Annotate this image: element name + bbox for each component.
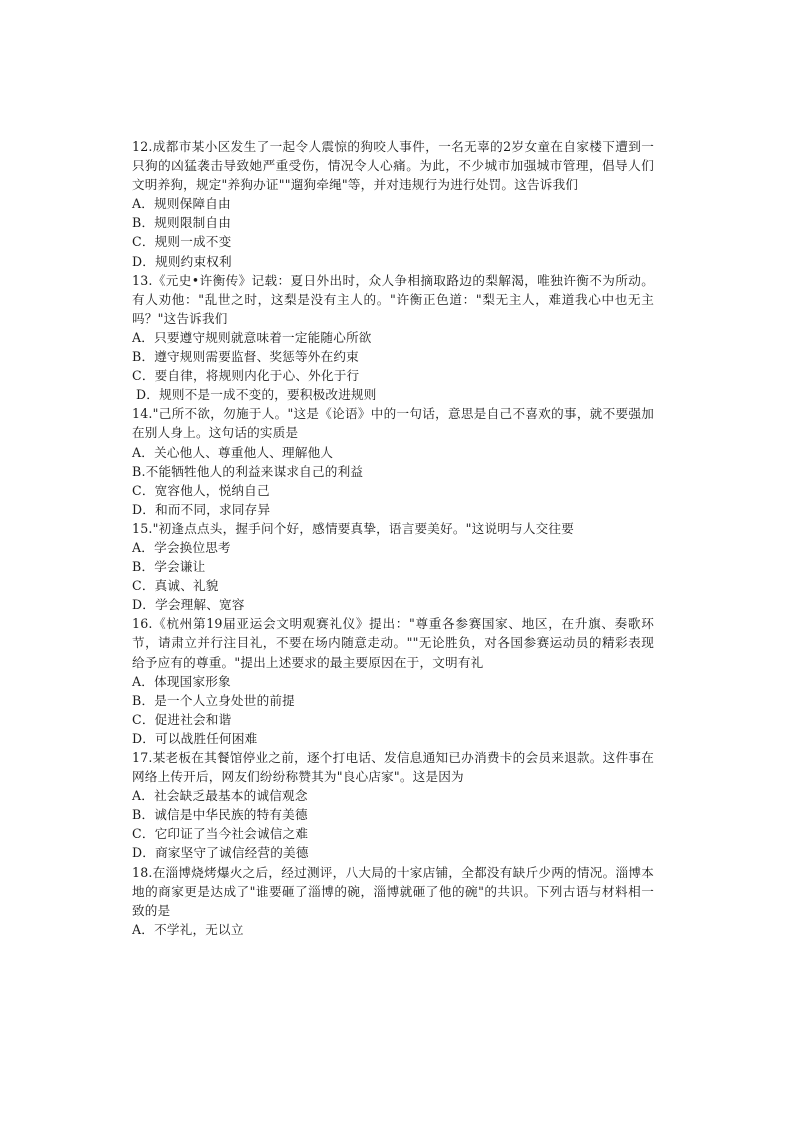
option-d: D．规则约束权利 <box>132 253 232 269</box>
option-b: B．遵守规则需要监督、奖惩等外在约束 <box>132 349 359 365</box>
option-c: C．要自律，将规则内化于心、外化于行 <box>132 368 360 384</box>
question-stem: 17.某老板在其餐馆停业之前，逐个打电话、发信息通知已办消费卡的会员来退款。这件事在网络上传开后，网友们纷纷称赞其为"良心店家"。这是因为 <box>132 750 654 785</box>
option-a: A．体现国家形象 <box>132 673 231 689</box>
option-c: C．真诚、礼貌 <box>132 578 219 594</box>
option-d: D．商家坚守了诚信经营的美德 <box>132 845 309 861</box>
question-13 <box>132 271 654 405</box>
question-stem: 13.《元史•许衡传》记载：夏日外出时，众人争相摘取路边的梨解渴，唯独许衡不为所动。有人劝他："乱世之时，这梨是没有主人的。"许衡正色道："梨无主人，难道我心中也无主吗？"这告诉我们 <box>132 272 654 326</box>
question-12 <box>132 137 654 271</box>
option-b: B．学会谦让 <box>132 559 206 575</box>
question-list <box>132 137 654 939</box>
option-d: D．规则不是一成不变的，要积极改进规则 <box>136 387 377 403</box>
question-stem: 14."己所不欲，勿施于人。"这是《论语》中的一句话，意思是自己不喜欢的事，就不要强加在别人身上。这句话的实质是 <box>132 406 654 441</box>
question-14 <box>132 404 654 519</box>
option-b: B．规则限制自由 <box>132 215 232 231</box>
option-b: B．诚信是中华民族的特有美德 <box>132 807 308 823</box>
option-a: A．只要遵守规则就意味着一定能随心所欲 <box>132 329 372 345</box>
option-c: C．促进社会和谐 <box>132 711 232 727</box>
question-stem: 16.《杭州第19届亚运会文明观赛礼仪》提出："尊重各参赛国家、地区，在升旗、奏歌环节，请肃立并行注目礼，不要在场内随意走动。""无论胜负，对各国参赛运动员的精彩表现给予应有的尊重。"提出上述要求的最主要原因在于，文明有礼 <box>132 616 654 670</box>
option-c: C．规则一成不变 <box>132 234 232 250</box>
option-a: A．学会换位思考 <box>132 539 231 555</box>
option-b: B．是一个人立身处世的前提 <box>132 692 295 708</box>
option-a: A．社会缺乏最基本的诚信观念 <box>132 788 308 804</box>
option-c: C．宽容他人，悦纳自己 <box>132 482 270 498</box>
question-stem: 15."初逢点点头，握手问个好，感情要真挚，语言要美好。"这说明与人交往要 <box>132 520 575 536</box>
option-a: A．不学礼，无以立 <box>132 921 244 937</box>
option-d: D．学会理解、宽容 <box>132 597 245 613</box>
option-c: C．它印证了当今社会诚信之难 <box>132 826 309 842</box>
option-a: A．关心他人、尊重他人、理解他人 <box>132 444 334 460</box>
question-18 <box>132 863 654 939</box>
option-d: D．可以战胜任何困难 <box>132 730 258 746</box>
option-d: D．和而不同，求同存异 <box>132 501 271 517</box>
option-a: A．规则保障自由 <box>132 196 231 212</box>
option-b: B.不能牺牲他人的利益来谋求自己的利益 <box>132 463 364 479</box>
question-stem: 18.在淄博烧烤爆火之后，经过测评，八大局的十家店铺，全都没有缺斤少两的情况。淄博本地的商家更是达成了"谁要砸了淄博的碗，淄博就砸了他的碗"的共识。下列古语与材料相一致的是 <box>132 864 654 918</box>
question-15 <box>132 519 654 614</box>
question-16 <box>132 614 654 748</box>
question-stem: 12.成都市某小区发生了一起令人震惊的狗咬人事件，一名无辜的2岁女童在自家楼下遭到一只狗的凶猛袭击导致她严重受伤，情况令人心痛。为此，不少城市加强城市管理，倡导人们文明养狗，规定"养狗办证""遛狗牵绳"等，并对违规行为进行处罚。这告诉我们 <box>132 139 654 193</box>
question-17 <box>132 748 654 863</box>
